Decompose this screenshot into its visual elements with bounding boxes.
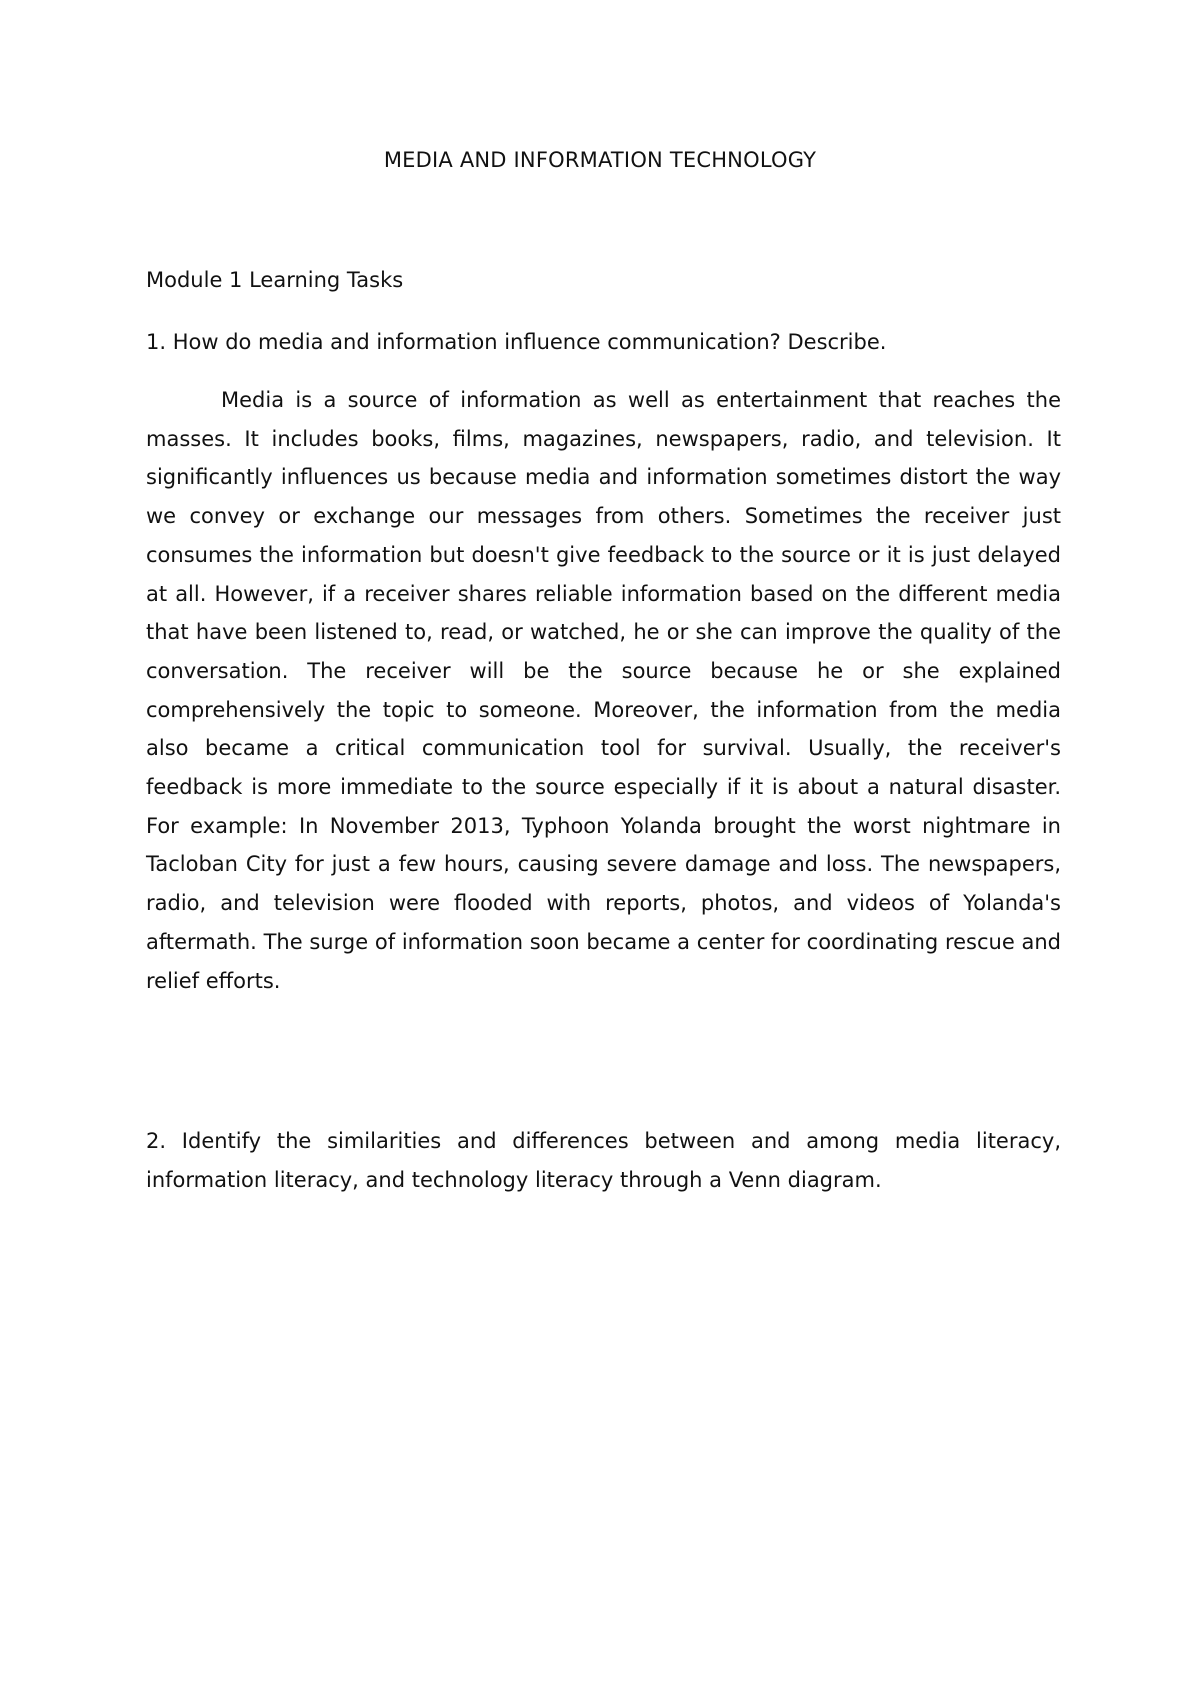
question-1: 1. How do media and information influence communication? Describe. xyxy=(146,330,887,354)
section-heading: Module 1 Learning Tasks xyxy=(146,268,404,292)
answer-1-paragraph: Media is a source of information as well as entertainment that reaches the masses. It includes books, films, magazines, newspapers, radio, and television. It significantly influences us because media and information sometimes distort the way we convey or exchange our messages from others. Sometimes the receiver just consumes the information but doesn't give feedback to the source or it is just delayed at all. However, if a receiver shares reliable information based on the different media that have been listened to, read, or watched, he or she can improve the quality of the conversation. The receiver will be the source because he or she explained comprehensively the topic to someone. Moreover, the information from the media also became a critical communication tool for survival. Usually, the receiver's feedback is more immediate to the source especially if it is about a natural disaster. For example: In November 2013, Typhoon Yolanda brought the worst nightmare in Tacloban City for just a few hours, causing severe damage and loss. The newspapers, radio, and television were flooded with reports, photos, and videos of Yolanda's aftermath. The surge of information soon became a center for coordinating rescue and relief efforts. xyxy=(146,388,1061,993)
question-2: 2. Identify the similarities and differences between and among media literacy, information literacy, and technology literacy through a Venn diagram. xyxy=(146,1129,1061,1192)
document-title: MEDIA AND INFORMATION TECHNOLOGY xyxy=(383,148,817,172)
